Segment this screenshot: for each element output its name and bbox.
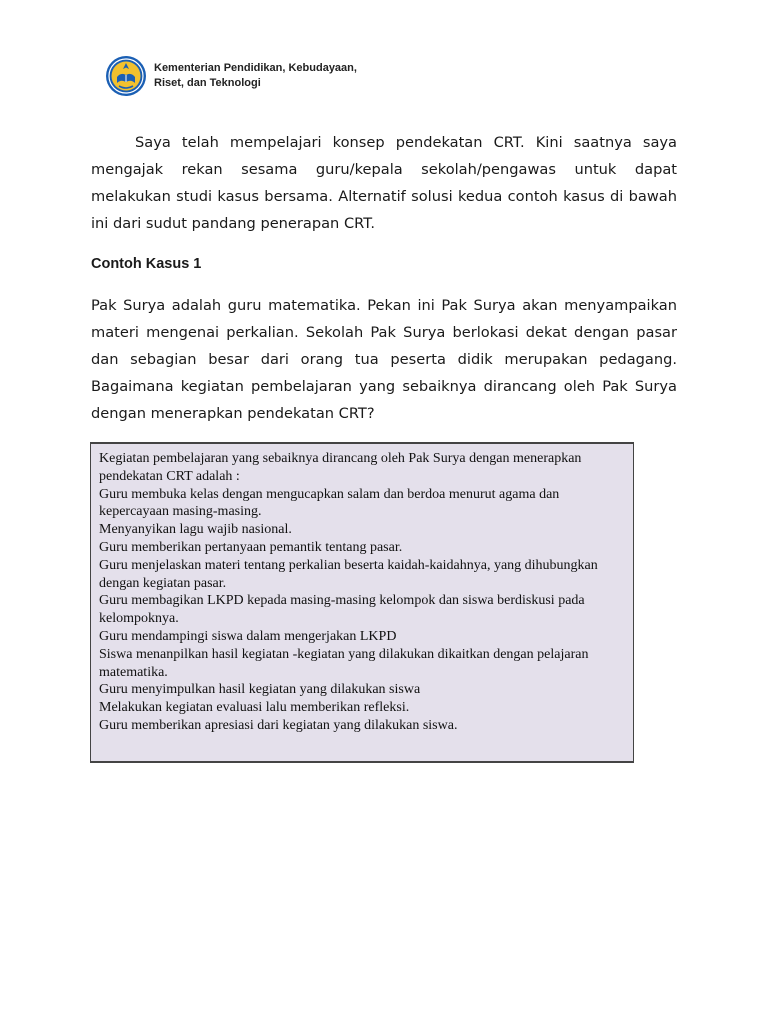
answer-line: Guru memberikan apresiasi dari kegiatan yang dilakukan siswa.: [99, 717, 458, 733]
answer-box: [90, 442, 634, 763]
answer-line: Melakukan kegiatan evaluasi lalu memberikan refleksi.: [99, 700, 410, 716]
ministry-name-line-1: Kementerian Pendidikan, Kebudayaan,: [154, 62, 357, 74]
document-header: [105, 55, 357, 97]
answer-line: Menyanyikan lagu wajib nasional.: [99, 522, 292, 538]
answer-line: Guru memberikan pertanyaan pemantik tentang pasar.: [99, 539, 403, 555]
case-description: Pak Surya adalah guru matematika. Pekan ini Pak Surya akan menyampaikan materi mengenai perkalian. Sekolah Pak Surya berlokasi dekat dengan pasar dan sebagian besar dari orang tua peserta didik merupakan pedagang. Bagaimana kegiatan pembelajaran yang sebaiknya dirancang oleh Pak Surya dengan menerapkan pendekatan CRT?: [91, 297, 677, 422]
ministry-logo-icon: [105, 55, 147, 97]
ministry-name-line-2: Riset, dan Teknologi: [154, 77, 261, 89]
answer-line: Guru menjelaskan materi tentang perkalian beserta kaidah-kaidahnya, yang dihubungkan dengan kegiatan pasar.: [99, 557, 598, 591]
answer-line: Guru mendampingi siswa dalam mengerjakan LKPD: [99, 628, 397, 644]
answer-line: Siswa menanpilkan hasil kegiatan -kegiatan yang dilakukan dikaitkan dengan pelajaran matematika.: [99, 646, 589, 680]
case-title: Contoh Kasus 1: [91, 256, 202, 272]
answer-line: Guru menyimpulkan hasil kegiatan yang dilakukan siswa: [99, 682, 421, 698]
intro-paragraph: Saya telah mempelajari konsep pendekatan CRT. Kini saatnya saya mengajak rekan sesama guru/kepala sekolah/pengawas untuk dapat melakukan studi kasus bersama. Alternatif solusi kedua contoh kasus di bawah ini dari sudut pandang penerapan CRT.: [91, 134, 677, 232]
answer-line: Guru membuka kelas dengan mengucapkan salam dan berdoa menurut agama dan kepercayaan masing-masing.: [99, 486, 560, 520]
answer-line: Kegiatan pembelajaran yang sebaiknya dirancang oleh Pak Surya dengan menerapkan pendekatan CRT adalah :: [99, 451, 582, 484]
answer-line: Guru membagikan LKPD kepada masing-masing kelompok dan siswa berdiskusi pada kelompoknya.: [99, 593, 585, 627]
ministry-name: [154, 61, 357, 91]
